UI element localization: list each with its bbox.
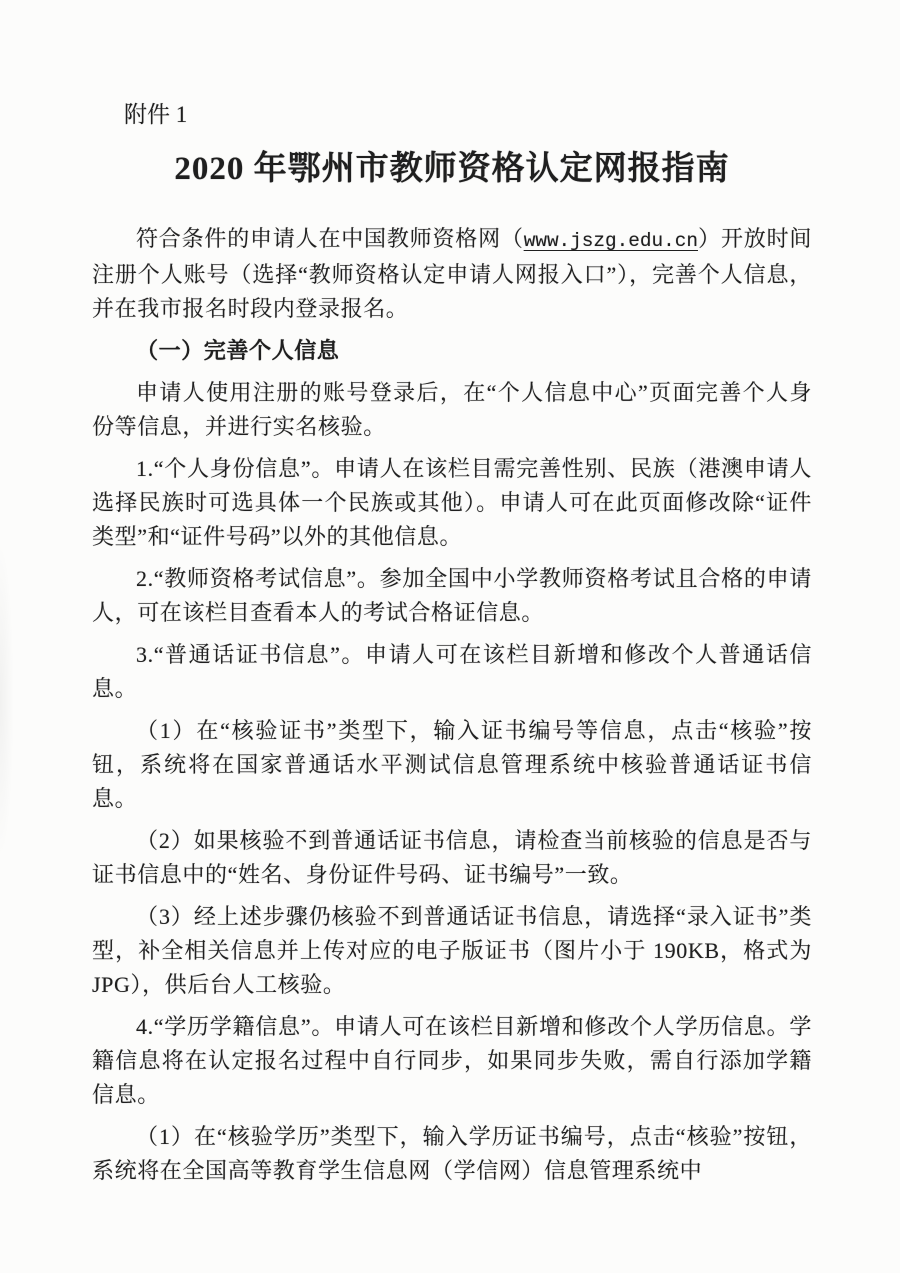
- paragraph-putonghua-info: 3.“普通话证书信息”。申请人可在该栏目新增和修改个人普通话信息。: [92, 642, 812, 701]
- document-body: [92, 222, 812, 1188]
- paragraph-putonghua-verify: （1）在“核验证书”类型下，输入证书编号等信息，点击“核验”按钮，系统将在国家普通话水平测试信息管理系统中核验普通话证书信息。: [92, 718, 812, 811]
- paragraph-login-info: 申请人使用注册的账号登录后，在“个人信息中心”页面完善个人身份等信息，并进行实名核验。: [92, 380, 812, 439]
- paragraph-putonghua-manual-entry: （3）经上述步骤仍核验不到普通话证书信息，请选择“录入证书”类型，补全相关信息并上传对应的电子版证书（图片小于 190KB，格式为 JPG），供后台人工核验。: [92, 904, 812, 997]
- paragraph-putonghua-check: （2）如果核验不到普通话证书信息，请检查当前核验的信息是否与证书信息中的“姓名、身份证件号码、证书编号”一致。: [92, 828, 812, 887]
- section-1-heading: （一）完善个人信息: [136, 338, 340, 363]
- attachment-label: 附件 1: [124, 102, 188, 127]
- paragraph-education-info: 4.“学历学籍信息”。申请人可在该栏目新增和修改个人学历信息。学籍信息将在认定报名过程中自行同步，如果同步失败，需自行添加学籍信息。: [92, 1014, 812, 1107]
- intro-text-post: ）开放时间注册个人账号（选择“教师资格认定申请人网报入口”），完善个人信息，并在我市报名时段内登录报名。: [92, 226, 812, 321]
- jszg-url-text: www.jszg.edu.cn: [523, 230, 698, 252]
- paragraph-exam-info: 2.“教师资格考试信息”。参加全国中小学教师资格考试且合格的申请人，可在该栏目查看本人的考试合格证信息。: [92, 566, 812, 625]
- intro-text-pre: 符合条件的申请人在中国教师资格网（: [136, 226, 524, 251]
- document-title: 2020 年鄂州市教师资格认定网报指南: [174, 151, 730, 187]
- scan-artifact: [0, 540, 14, 860]
- paragraph-identity-info: 1.“个人身份信息”。申请人在该栏目需完善性别、民族（港澳申请人选择民族时可选具体一个民族或其他）。申请人可在此页面修改除“证件类型”和“证件号码”以外的其他信息。: [92, 456, 812, 549]
- paragraph-education-verify: （1）在“核验学历”类型下，输入学历证书编号，点击“核验”按钮，系统将在全国高等教育学生信息网（学信网）信息管理系统中: [92, 1124, 812, 1183]
- document-content: [92, 100, 812, 1196]
- intro-paragraph: [92, 222, 812, 326]
